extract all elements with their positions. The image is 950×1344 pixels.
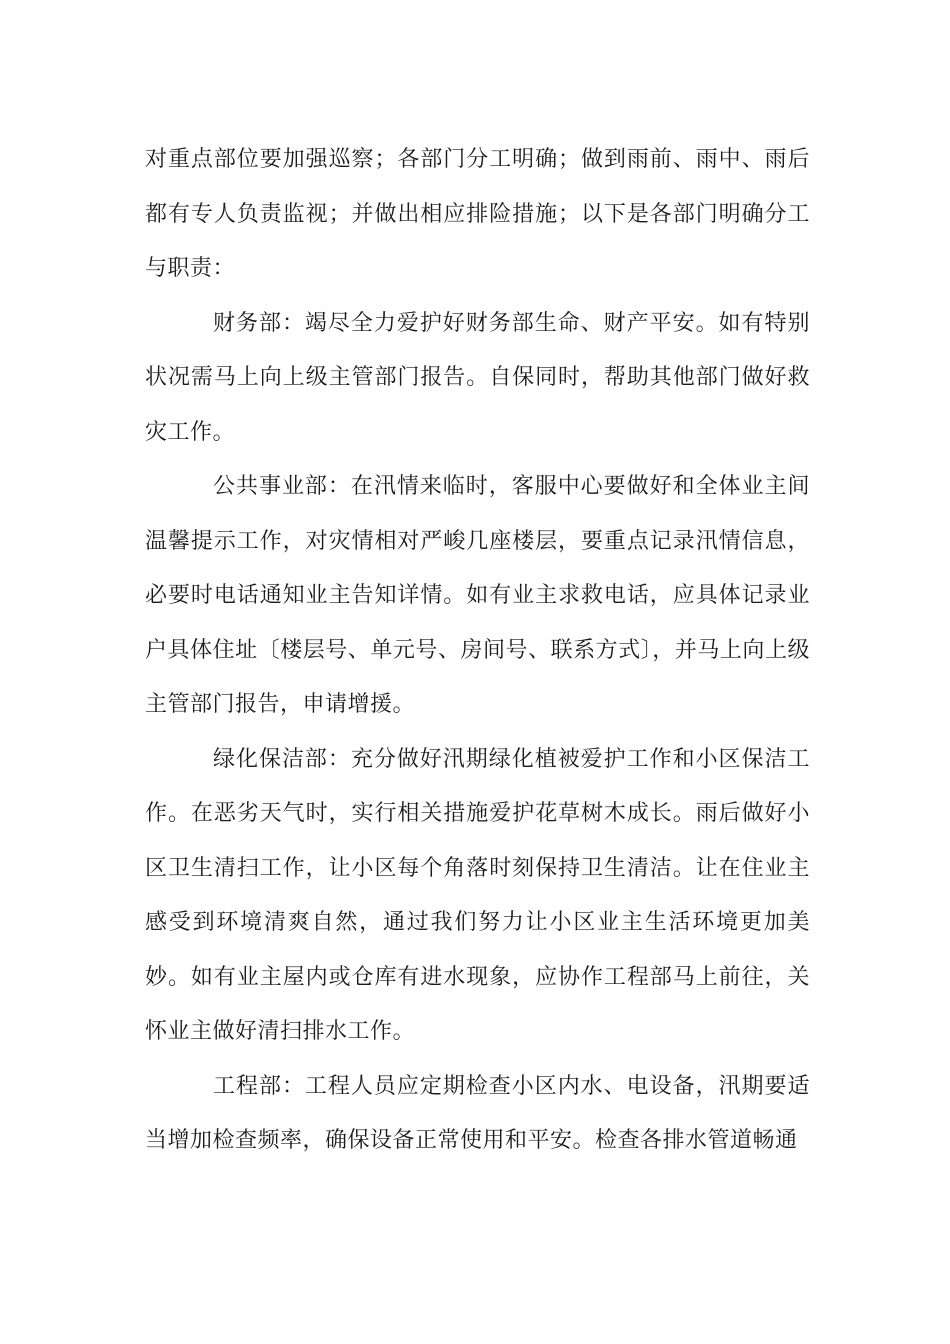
paragraph-duty-overview: 对重点部位要加强巡察；各部门分工明确；做到雨前、雨中、雨后都有专人负责监视；并做出相应排险措施；以下是各部门明确分工与职责： [145, 147, 810, 281]
paragraph-finance-department: 财务部：竭尽全力爱护好财务部生命、财产平安。如有特别状况需马上向上级主管部门报告。自保同时，帮助其他部门做好救灾工作。 [145, 310, 810, 445]
paragraph-greening-cleaning-department: 绿化保洁部：充分做好汛期绿化植被爱护工作和小区保洁工作。在恶劣天气时，实行相关措施爱护花草树木成长。雨后做好小区卫生清扫工作，让小区每个角落时刻保持卫生清洁。让在住业主感受到环境清爽自然，通过我们努力让小区业主生活环境更加美妙。如有业主屋内或仓库有进水现象，应协作工程部马上前往，关怀业主做好清扫排水工作。 [145, 746, 810, 1044]
paragraph-public-affairs-department: 公共事业部：在汛情来临时，客服中心要做好和全体业主间温馨提示工作，对灾情相对严峻几座楼层，要重点记录汛情信息，必要时电话通知业主告知详情。如有业主求救电话，应具体记录业户具体住址〔楼层号、单元号、房间号、联系方式〕，并马上向上级主管部门报告，申请增援。 [145, 474, 810, 717]
document-body [145, 133, 810, 1169]
paragraph-engineering-department: 工程部：工程人员应定期检查小区内水、电设备，汛期要适当增加检查频率，确保设备正常使用和平安。检查各排水管道畅通 [145, 1073, 810, 1153]
